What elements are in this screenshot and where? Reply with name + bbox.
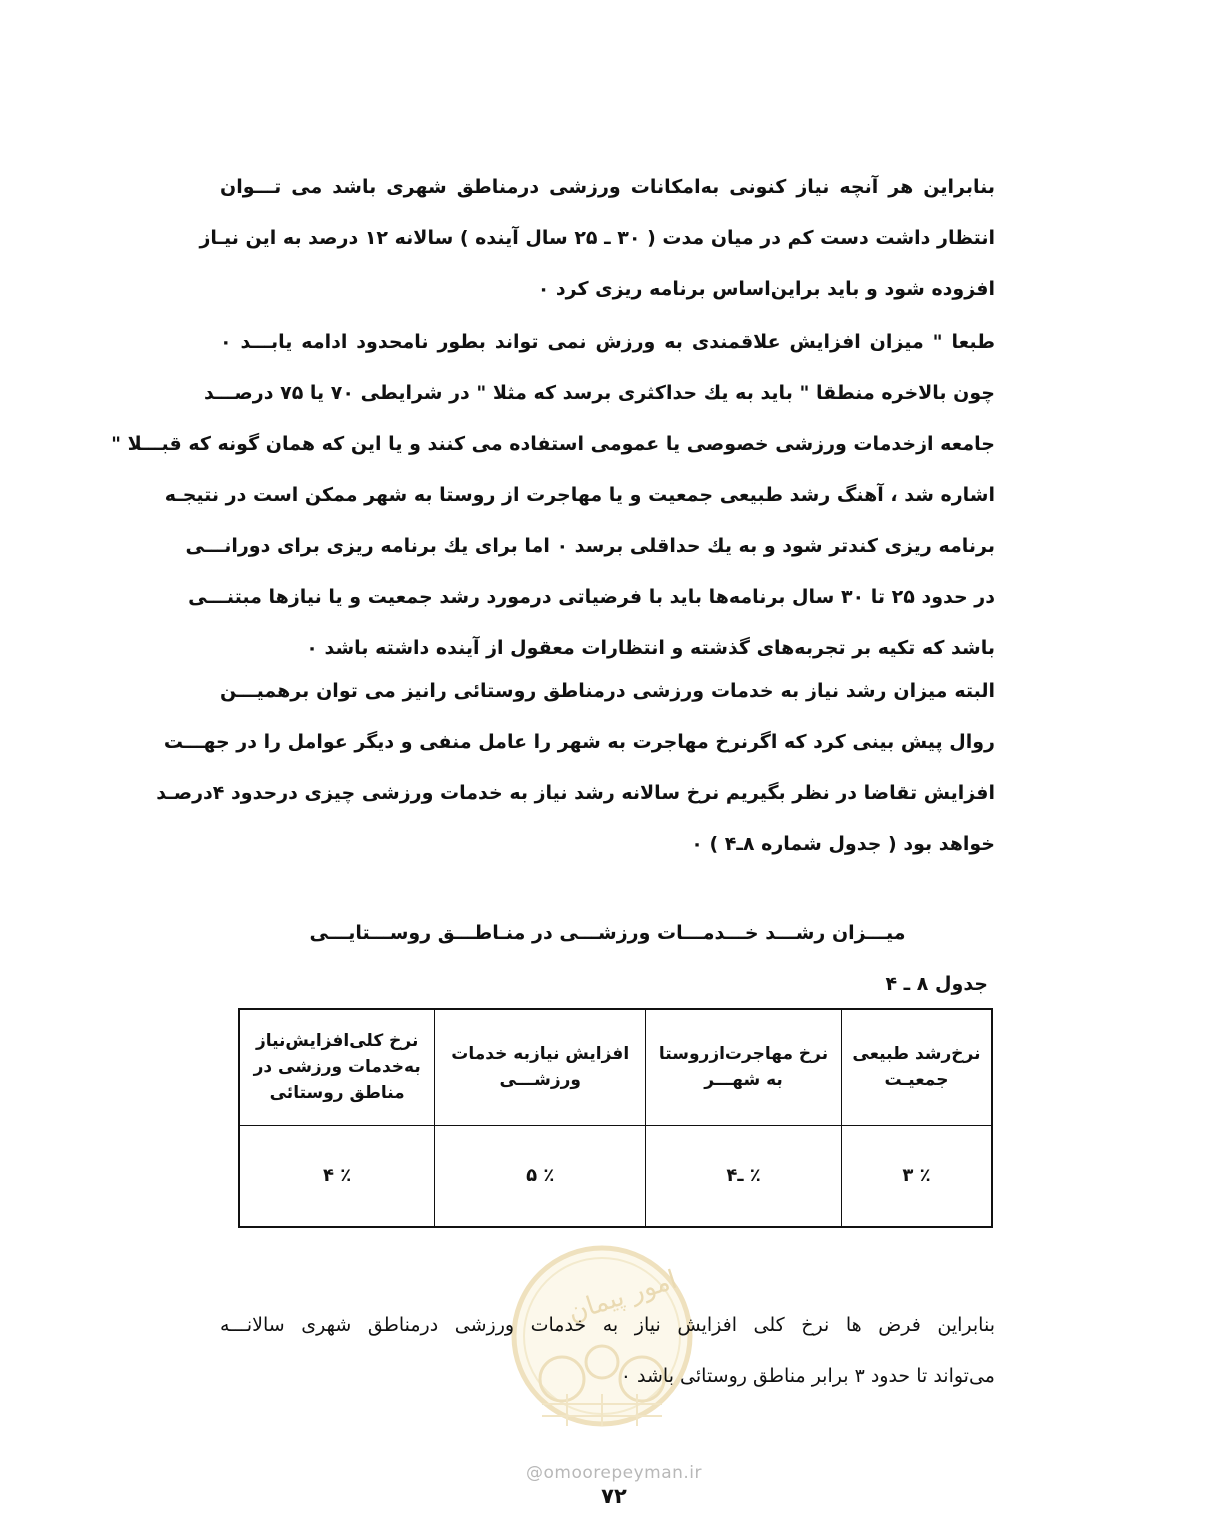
text-line: چون بالاخره منطقا " باید به یك حداکثری برسد که مثلا " در شرایطی ۷۰ یا ۷۵ درصـــد — [203, 382, 995, 404]
table-header-cell: نرخ‌رشد طبیعی جمعیـت — [841, 1009, 992, 1125]
text-line: جامعه ازخدمات ورزشی خصوصی یا عمومی استفاده می کنند و یا این که همان گونه که قبـــلا " — [111, 433, 995, 455]
text-line: افزوده شود و باید براین‌اساس برنامه ریزی کرد ۰ — [537, 278, 995, 300]
watermark-logo-text: امور پیمان — [564, 1264, 681, 1329]
text-line: در حدود ۲۵ تا ۳۰ سال برنامه‌ها باید با فرضیاتی درمورد رشد جمعیت و یا نیازها مبتنـــی — [188, 586, 995, 608]
text-line: خواهد بود ( جدول شماره ۸ـ۴ ) ۰ — [691, 833, 995, 855]
table-header-cell: افزایش نیازبه خدمات ورزشـــی — [435, 1009, 646, 1125]
table-title: میـــزان رشـــد خـــدمـــات ورزشـــی در منـاطـــق روســـتایـــی — [309, 922, 906, 944]
table-header-cell: نرخ مهاجرت‌ازروستا به شهـــر — [646, 1009, 842, 1125]
text-line: طبعا " میزان افزایش علاقمندی به ورزش نمی تواند بطور نامحدود ادامه یابـــد ۰ — [220, 331, 995, 353]
text-line: اشاره شد ، آهنگ رشد طبیعی جمعیت و یا مهاجرت از روستا به شهر ممکن است در نتیجـه — [164, 484, 995, 506]
paragraph-4 — [220, 1300, 995, 1402]
table-cell: ٪ ـ۴ — [646, 1125, 842, 1227]
text-line: افزایش تقاضا در نظر بگیریم نرخ سالانه رشد نیاز به خدمات ورزشی چیزی درحدود ۴درصـد — [156, 782, 995, 804]
table-cell: ٪ ۴ — [239, 1125, 435, 1227]
watermark-url: @omoorepeyman.ir — [525, 1463, 703, 1483]
text-line: باشد که تکیه بر تجربه‌های گذشته و انتظارات معقول از آینده داشته باشد ۰ — [306, 637, 995, 659]
page-number: ۷۲ — [601, 1484, 627, 1508]
table-header-row — [239, 1009, 992, 1125]
text-line: البته میزان رشد نیاز به خدمات ورزشی درمناطق روستائی رانیز می توان برهمیـــن — [220, 680, 995, 702]
paragraph-2 — [111, 317, 995, 674]
growth-rate-table — [238, 1008, 993, 1228]
text-line: بنابراین فرض ها نرخ کلی افزایش نیاز به خدمات ورزشی درمناطق شهری سالانـــه — [220, 1314, 995, 1336]
text-line: روال پیش بینی کرد که اگرنرخ مهاجرت به شهر را عامل منفی و دیگر عوامل را در جهـــت — [163, 731, 995, 753]
table-cell: ٪ ۳ — [841, 1125, 992, 1227]
text-line: بنابراین هر آنچه نیاز کنونی به‌امکانات ورزشی درمناطق شهری باشد می تـــوان — [220, 176, 995, 198]
paragraph-1 — [199, 162, 995, 315]
paragraph-3 — [156, 666, 995, 870]
table-cell: ٪ ۵ — [435, 1125, 646, 1227]
table-header-cell: نرخ کلی‌افزایش‌نیاز به‌خدمات ورزشی در مناطق روستائی — [239, 1009, 435, 1125]
table-row — [239, 1125, 992, 1227]
text-line: برنامه ریزی کندتر شود و به یك حداقلی برسد ۰ اما برای یك برنامه ریزی برای دورانـــی — [185, 535, 995, 557]
text-line: می‌تواند تا حدود ۳ برابر مناطق روستائی باشد ۰ — [620, 1365, 995, 1387]
text-line: انتظار داشت دست کم در میان مدت ( ۳۰ ـ ۲۵ سال آینده ) سالانه ۱۲ درصد به این نیـاز — [199, 227, 995, 249]
table-caption: جدول ۸ ـ ۴ — [885, 973, 988, 995]
